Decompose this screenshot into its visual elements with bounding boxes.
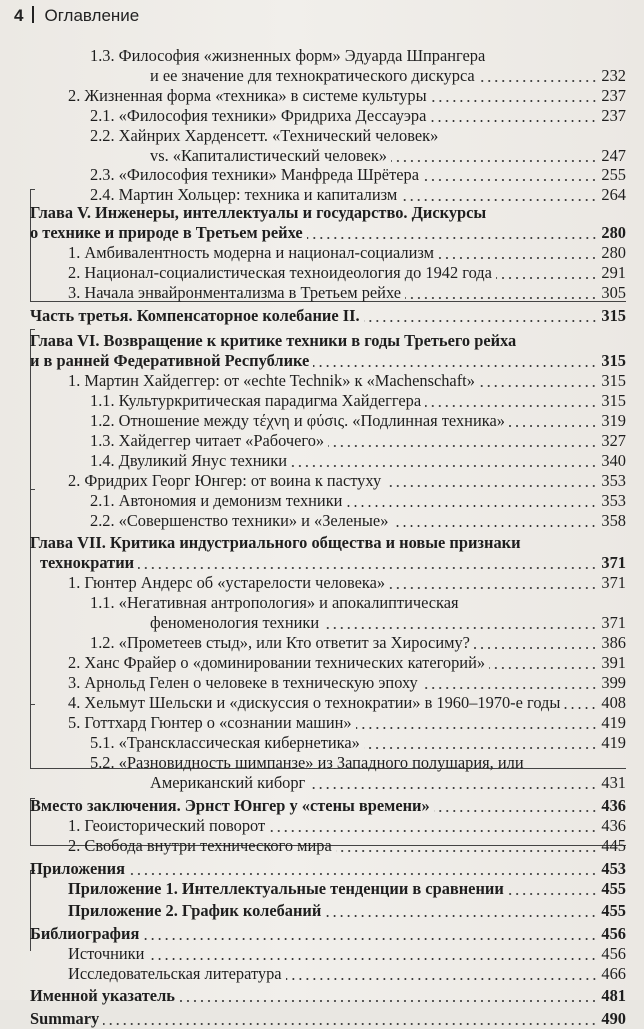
toc-entry <box>30 243 626 263</box>
toc-entry <box>30 263 626 283</box>
toc-entry-title: 2.2. «Совершенство техники» и «Зеленые» <box>90 511 389 530</box>
toc-entry-title: 2. Жизненная форма «техника» в системе культуры <box>68 86 427 105</box>
toc-entry-page: 353 <box>601 491 626 510</box>
toc-entry-page: 481 <box>601 986 626 1005</box>
toc-entry-page: 319 <box>601 411 626 430</box>
header-divider <box>32 6 34 23</box>
toc-entry-title: Глава VII. Критика индустриального общества и новые признаки <box>30 533 521 552</box>
toc-entry-title: Summary <box>30 1009 100 1028</box>
toc-entry-page: 391 <box>601 653 626 672</box>
dot-leader <box>489 667 597 669</box>
dot-leader <box>423 179 597 181</box>
toc-entry-title: 1.1. Культуркритическая парадигма Хайдеггера <box>90 391 422 410</box>
dot-leader <box>479 385 597 387</box>
toc-entry <box>30 693 626 713</box>
toc-entry <box>30 1009 626 1029</box>
toc-entry-title: и в ранней Федеративной Республике <box>30 351 310 370</box>
toc-entry <box>30 511 626 531</box>
dot-leader <box>434 810 598 812</box>
toc-entry-page: 255 <box>601 165 626 184</box>
toc-entry-title: 1. Мартин Хайдеггер: от «echte Technik» к «Machenschaft» <box>68 371 475 390</box>
toc-entry-title: 5.2. «Разновидность шимпанзе» из Западного полушария, или <box>90 753 524 772</box>
dot-leader <box>269 830 597 832</box>
toc-entry <box>30 753 626 773</box>
toc-entry-title: 1.1. «Негативная антропология» и апокалиптическая <box>90 593 459 612</box>
toc-entry-title: 2. Свобода внутри технического мира <box>68 836 332 855</box>
toc-entry-page: 371 <box>601 553 626 572</box>
toc-entry-title: 2.2. Хайнрих Харденсетт. «Технический человек» <box>90 126 439 145</box>
toc-entry <box>30 713 626 733</box>
toc-entry <box>30 673 626 693</box>
toc-entry-title: и ее значение для технократического дискурса <box>150 66 475 85</box>
toc-entry-title: vs. «Капиталистический человек» <box>150 146 387 165</box>
toc-entry-title: 2. Национал-социалистическая техноидеология до 1942 года <box>68 263 492 282</box>
toc-entry <box>30 471 626 491</box>
toc-entry-page: 455 <box>601 879 626 898</box>
toc-entry-page: 399 <box>601 673 626 692</box>
toc-entry <box>30 653 626 673</box>
toc-entry <box>30 859 626 879</box>
toc-entry <box>30 986 626 1006</box>
dot-leader <box>389 587 597 589</box>
toc-entry <box>30 106 626 126</box>
toc-entry <box>30 411 626 431</box>
toc-entry-title: 2.3. «Философия техники» Манфреда Шрётера <box>90 165 419 184</box>
toc-entry-page: 371 <box>601 613 626 632</box>
toc-entry <box>30 553 626 573</box>
toc-entry-page: 340 <box>601 451 626 470</box>
toc-entry-title: 4. Хельмут Шельски и «дискуссия о технократии» в 1960–1970-е годы <box>68 693 561 712</box>
dot-leader <box>313 365 597 367</box>
dot-leader <box>391 160 597 162</box>
dot-leader <box>336 850 598 852</box>
toc-entry-page: 455 <box>601 901 626 920</box>
toc-entry-page: 237 <box>601 106 626 125</box>
toc-entry-title: Приложение 2. График колебаний <box>68 901 322 920</box>
toc-entry-page: 445 <box>601 836 626 855</box>
toc-entry-page: 237 <box>601 86 626 105</box>
toc-entry <box>30 223 626 243</box>
toc-entry-title: 1. Гюнтер Андерс об «устарелости человека» <box>68 573 386 592</box>
toc-entry <box>30 165 626 185</box>
toc-entry <box>30 351 626 371</box>
dot-leader <box>422 687 598 689</box>
toc-entry <box>30 46 626 66</box>
toc-entry-page: 371 <box>601 573 626 592</box>
toc-entry <box>30 901 626 921</box>
toc-entry <box>30 451 626 471</box>
dot-leader <box>346 505 597 507</box>
toc-entry <box>30 944 626 964</box>
dot-leader <box>431 100 598 102</box>
toc-entry-title: 1.4. Двуликий Янус техники <box>90 451 288 470</box>
dot-leader <box>129 873 597 875</box>
dot-leader <box>564 707 597 709</box>
dot-leader <box>364 747 598 749</box>
toc-entry-title: о технике и природе в Третьем рейхе <box>30 223 303 242</box>
dot-leader <box>425 405 597 407</box>
toc-entry-title: Исследовательская литература <box>68 964 282 983</box>
page-header <box>14 6 139 26</box>
toc-entry-title: Часть третья. Компенсаторное колебание II. <box>30 306 360 325</box>
toc-entry-title: 2.1. Автономия и демонизм техники <box>90 491 343 510</box>
toc-entry-page: 305 <box>601 283 626 302</box>
toc-entry-page: 315 <box>601 391 626 410</box>
dot-leader <box>438 257 597 259</box>
toc-entry-page: 232 <box>601 66 626 85</box>
toc-entry <box>30 613 626 633</box>
dot-leader <box>496 277 598 279</box>
toc-entry-title: Приложение 1. Интеллектуальные тенденции в сравнении <box>68 879 504 898</box>
dot-leader <box>392 525 597 527</box>
dot-leader <box>323 627 597 629</box>
toc-entry <box>30 66 626 86</box>
dot-leader <box>356 727 598 729</box>
toc-entry-page: 327 <box>601 431 626 450</box>
toc-entry-page: 436 <box>601 816 626 835</box>
toc-entry-page: 386 <box>601 633 626 652</box>
toc-entry-title: 3. Арнольд Гелен о человеке в техническую эпоху <box>68 673 418 692</box>
toc-entry-title: 1. Амбивалентность модерна и национал-социализм <box>68 243 434 262</box>
toc-entry-title: 2. Ханс Фрайер о «доминировании технических категорий» <box>68 653 486 672</box>
dot-leader <box>509 425 598 427</box>
toc-entry-title: 5.1. «Трансклассическая кибернетика» <box>90 733 360 752</box>
toc-entry-page: 436 <box>601 796 626 815</box>
dot-leader <box>364 320 598 322</box>
toc-entry <box>30 733 626 753</box>
toc-entry <box>30 331 626 351</box>
toc-entry-page: 315 <box>601 371 626 390</box>
toc-entry-title: 5. Готтхард Гюнтер о «сознании машин» <box>68 713 352 732</box>
toc-entry <box>30 146 626 166</box>
toc-entry <box>30 283 626 303</box>
dot-leader <box>103 1023 597 1025</box>
dot-leader <box>405 297 597 299</box>
toc-entry-title: 1.3. Философия «жизненных форм» Эдуарда Шпрангера <box>90 46 486 65</box>
dot-leader <box>143 938 597 940</box>
toc-entry <box>30 924 626 944</box>
dot-leader <box>138 567 597 569</box>
dot-leader <box>474 647 598 649</box>
toc-entry-page: 453 <box>601 859 626 878</box>
toc-entry-title: Глава V. Инженеры, интеллектуалы и государство. Дискурсы <box>30 203 487 222</box>
toc-entry <box>30 306 626 326</box>
toc-entry <box>30 533 626 553</box>
toc-entry-page: 419 <box>601 733 626 752</box>
toc-entry-title: технократии <box>40 553 135 572</box>
dot-leader <box>385 485 597 487</box>
toc-entry <box>30 796 626 816</box>
toc-entry <box>30 773 626 793</box>
toc-entry <box>30 86 626 106</box>
dot-leader <box>430 120 597 122</box>
toc-entry-title: 1.2. Отношение между τέχνη и φύσις. «Подлинная техника» <box>90 411 505 430</box>
toc-entry <box>30 126 626 146</box>
dot-leader <box>148 958 597 960</box>
toc-entry <box>30 185 626 205</box>
toc-entry <box>30 593 626 613</box>
toc-entry-title: 1.3. Хайдеггер читает «Рабочего» <box>90 431 325 450</box>
toc-entry-title: 1. Геоисторический поворот <box>68 816 266 835</box>
toc-entry <box>30 371 626 391</box>
toc-entry-page: 358 <box>601 511 626 530</box>
dot-leader <box>479 80 598 82</box>
dot-leader <box>291 465 597 467</box>
toc-entry-title: 2.4. Мартин Хольцер: техника и капитализм <box>90 185 398 204</box>
toc-entry-page: 264 <box>601 185 626 204</box>
toc-entry <box>30 816 626 836</box>
toc-entry-page: 419 <box>601 713 626 732</box>
toc-entry-page: 456 <box>601 944 626 963</box>
toc-entry-title: феноменология техники <box>150 613 320 632</box>
toc-entry-title: Приложения <box>30 859 125 878</box>
toc-entry-page: 247 <box>601 146 626 165</box>
toc-entry-title: Именной указатель <box>30 986 175 1005</box>
toc-entry-title: 2.1. «Философия техники» Фридриха Дессауэра <box>90 106 427 125</box>
header-title: Оглавление <box>44 6 140 25</box>
toc-entry-page: 456 <box>601 924 626 943</box>
toc-entry <box>30 431 626 451</box>
dot-leader <box>508 893 598 895</box>
toc-entry-title: Глава VI. Возвращение к критике техники в годы Третьего рейха <box>30 331 517 350</box>
toc-entry-page: 280 <box>601 243 626 262</box>
toc-entry-page: 490 <box>601 1009 626 1028</box>
page-number: 4 <box>14 6 24 25</box>
toc-entry-title: Источники <box>68 944 145 963</box>
toc-entry-page: 280 <box>601 223 626 242</box>
toc-entry <box>30 964 626 984</box>
toc-entry <box>30 633 626 653</box>
toc-entry-page: 408 <box>601 693 626 712</box>
toc-entry <box>30 203 626 223</box>
toc-entry-title: Библиография <box>30 924 140 943</box>
toc-entry-page: 431 <box>601 773 626 792</box>
toc-entry-page: 315 <box>601 351 626 370</box>
dot-leader <box>286 978 598 980</box>
toc-entry-page: 353 <box>601 471 626 490</box>
dot-leader <box>309 787 597 789</box>
dot-leader <box>328 445 597 447</box>
toc-entry <box>30 573 626 593</box>
toc-entry-title: 3. Начала энвайронментализма в Третьем рейхе <box>68 283 402 302</box>
toc-entry-title: 2. Фридрих Георг Юнгер: от воина к пастуху <box>68 471 382 490</box>
toc-entry-page: 315 <box>601 306 626 325</box>
dot-leader <box>179 1000 597 1002</box>
dot-leader <box>307 237 598 239</box>
toc-entry-page: 291 <box>601 263 626 282</box>
toc-entry-title: Американский киборг <box>150 773 306 792</box>
toc-entry <box>30 836 626 856</box>
toc-entry <box>30 391 626 411</box>
toc-entry-title: 1.2. «Прометеев стыд», или Кто ответит за Хиросиму? <box>90 633 470 652</box>
dot-leader <box>401 199 597 201</box>
toc-entry <box>30 879 626 899</box>
toc-entry-page: 466 <box>601 964 626 983</box>
toc-entry <box>30 491 626 511</box>
toc-entry-title: Вместо заключения. Эрнст Юнгер у «стены времени» <box>30 796 430 815</box>
dot-leader <box>325 915 597 917</box>
